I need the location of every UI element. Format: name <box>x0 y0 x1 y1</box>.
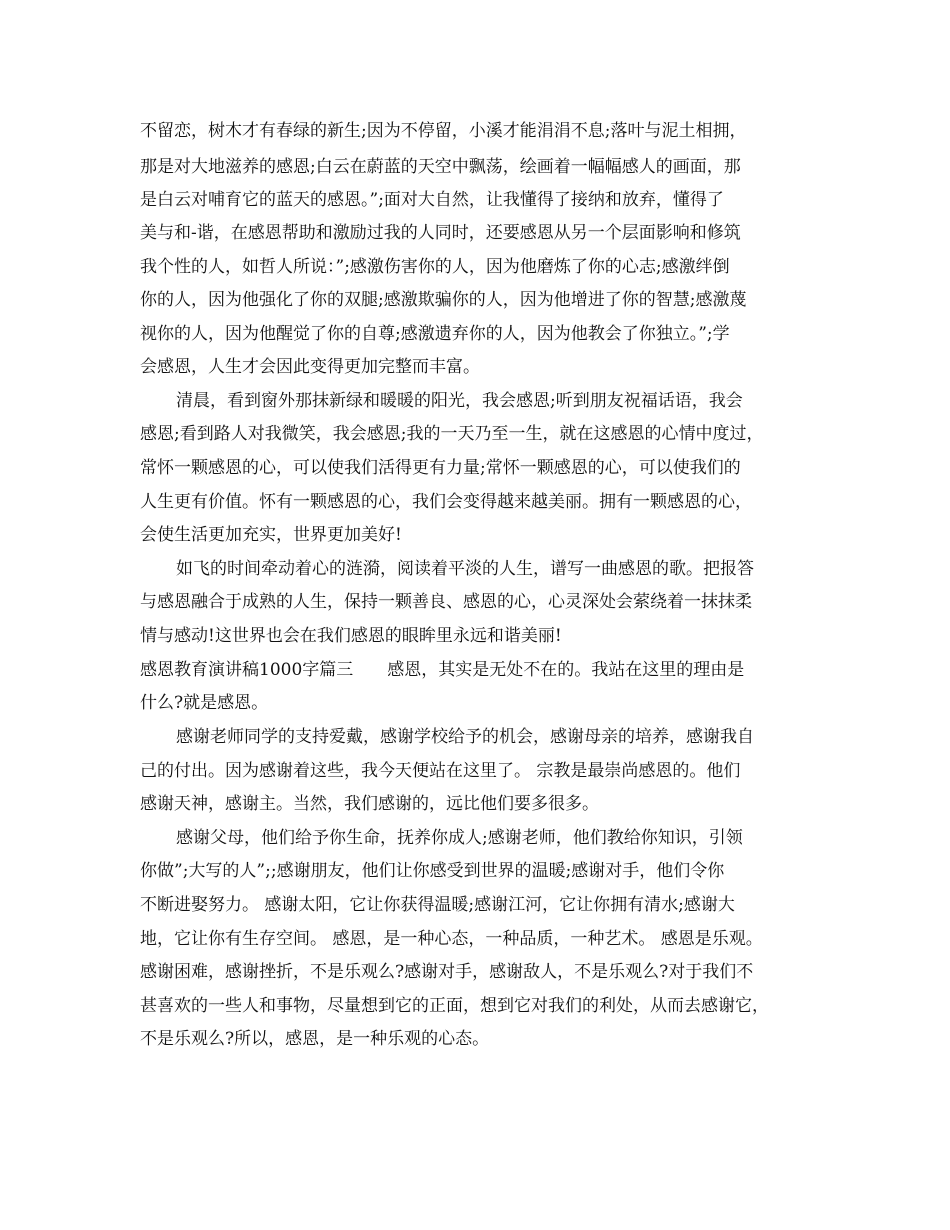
paragraph-start-line: 感谢父母，他们给予你生命，抚养你成人;感谢老师，他们教给你知识，引领 <box>176 828 743 848</box>
text-line: 不断进娶努力。 感谢太阳，它让你获得温暖;感谢江河，它让你拥有清水;感谢大 <box>140 895 735 915</box>
text-line: 我个性的人，如哲人所说：”;感激伤害你的人，因为他磨炼了你的心志;感激绊倒 <box>140 257 730 277</box>
text-line: 你的人，因为他强化了你的双腿;感激欺骗你的人，因为他增进了你的智慧;感激蔑 <box>140 290 747 310</box>
text-line: 常怀一颗感恩的心，可以使我们活得更有力量;常怀一颗感恩的心，可以使我们的 <box>140 458 741 478</box>
text-line: 不是乐观么?所以，感恩，是一种乐观的心态。 <box>140 1029 490 1049</box>
text-line: 感恩;看到路人对我微笑，我会感恩;我的一天乃至一生，就在这感恩的心情中度过， <box>140 424 764 444</box>
text-line: 己的付出。因为感谢着这些，我今天便站在这里了。 宗教是最崇尚感恩的。他们 <box>140 761 741 781</box>
paragraph-start-line: 感谢老师同学的支持爱戴，感谢学校给予的机会，感谢母亲的培养，感谢我自 <box>176 727 754 747</box>
paragraph-start-line: 清晨，看到窗外那抹新绿和暖暖的阳光，我会感恩;听到朋友祝福话语，我会 <box>176 391 743 411</box>
section-heading-line: 感恩教育演讲稿1000字篇三 感恩，其实是无处不在的。我站在这里的理由是 <box>140 660 745 680</box>
text-line: 情与感动!这世界也会在我们感恩的眼眸里永远和谐美丽! <box>140 626 562 646</box>
text-line: 会使生活更加充实，世界更加美好! <box>140 525 402 545</box>
text-line: 不留恋，树木才有春绿的新生;因为不停留，小溪才能涓涓不息;落叶与泥土相拥， <box>140 121 747 141</box>
text-line: 会感恩，人生才会因此变得更加完整而丰富。 <box>140 357 480 377</box>
text-line: 视你的人，因为他醒觉了你的自尊;感激遗弃你的人，因为他教会了你独立。”;学 <box>140 324 730 344</box>
text-line: 甚喜欢的一些人和事物，尽量想到它的正面，想到它对我们的利处，从而去感谢它， <box>140 996 769 1016</box>
text-line: 地，它让你有生存空间。 感恩，是一种心态，一种品质，一种艺术。 感恩是乐观。 <box>140 929 763 949</box>
text-line: 与感恩融合于成熟的人生，保持一颗善良、感恩的心，心灵深处会萦绕着一抹抹柔 <box>140 592 752 612</box>
text-line: 那是对大地滋养的感恩;白云在蔚蓝的天空中飘荡，绘画着一幅幅感人的画面，那 <box>140 157 741 177</box>
text-line: 什么?就是感恩。 <box>140 693 269 713</box>
text-line: 感谢天神，感谢主。当然，我们感谢的，远比他们要多很多。 <box>140 794 599 814</box>
text-line: 感谢困难，感谢挫折，不是乐观么?感谢对手，感谢敌人，不是乐观么?对于我们不 <box>140 962 754 982</box>
paragraph-start-line: 如飞的时间牵动着心的涟漪，阅读着平淡的人生，谱写一曲感恩的歌。把报答 <box>176 559 754 579</box>
text-line: 是白云对哺育它的蓝天的感恩。”;面对大自然，让我懂得了接纳和放弃，懂得了 <box>140 190 724 210</box>
text-line: 美与和-谐，在感恩帮助和激励过我的人同时，还要感恩从另一个层面影响和修筑 <box>140 223 741 243</box>
text-line: 人生更有价值。怀有一颗感恩的心，我们会变得越来越美丽。拥有一颗感恩的心， <box>140 492 752 512</box>
text-line: 你做”;大写的人”;;感谢朋友，他们让你感受到世界的温暖;感谢对手，他们令你 <box>140 861 725 881</box>
